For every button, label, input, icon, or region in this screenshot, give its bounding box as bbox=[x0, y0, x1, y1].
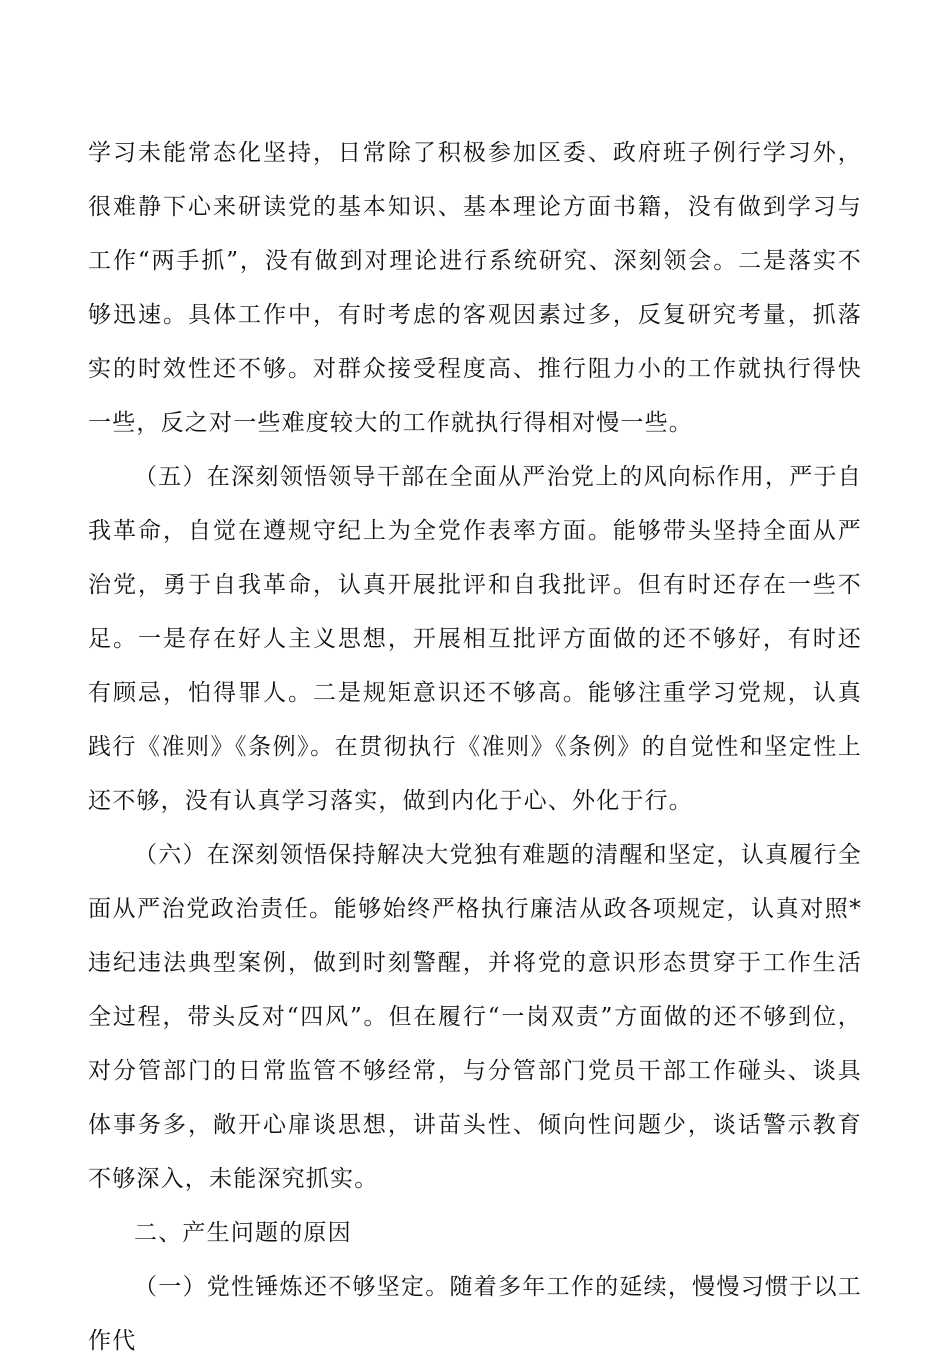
paragraph-section-5: （五）在深刻领悟领导干部在全面从严治党上的风向标作用，严于自我革命，自觉在遵规守纪上为全党作表率方面。能够带头坚持全面从严治党，勇于自我革命，认真开展批评和自我批评。但有时还存在一些不足。一是存在好人主义思想，开展相互批评方面做的还不够好，有时还有顾忌，怕得罪人。二是规矩意识还不够高。能够注重学习党规，认真践行《准则》《条例》。在贯彻执行《准则》《条例》的自觉性和坚定性上还不够，没有认真学习落实，做到内化于心、外化于行。 bbox=[88, 464, 862, 814]
section-heading: 二、产生问题的原因 bbox=[134, 1220, 352, 1246]
paragraph-cause-1: （一）党性锤炼还不够坚定。随着多年工作的延续，慢慢习惯于以工作代 bbox=[88, 1274, 862, 1354]
paragraph-section-6: （六）在深刻领悟保持解决大党独有难题的清醒和坚定，认真履行全面从严治党政治责任。能够始终严格执行廉洁从政各项规定，认真对照*违纪违法典型案例，做到时刻警醒，并将党的意识形态贯穿于工作生活全过程，带头反对“四风”。但在履行“一岗双责”方面做的还不够到位，对分管部门的日常监管不够经常，与分管部门党员干部工作碰头、谈具体事务多，敞开心扉谈思想，讲苗头性、倾向性问题少，谈话警示教育不够深入，未能深究抓实。 bbox=[88, 842, 862, 1192]
document-body bbox=[88, 126, 862, 1368]
paragraph-continuation: 学习未能常态化坚持，日常除了积极参加区委、政府班子例行学习外，很难静下心来研读党的基本知识、基本理论方面书籍，没有做到学习与工作“两手抓”，没有做到对理论进行系统研究、深刻领会。二是落实不够迅速。具体工作中，有时考虑的客观因素过多，反复研究考量，抓落实的时效性还不够。对群众接受程度高、推行阻力小的工作就执行得快一些，反之对一些难度较大的工作就执行得相对慢一些。 bbox=[88, 140, 862, 436]
